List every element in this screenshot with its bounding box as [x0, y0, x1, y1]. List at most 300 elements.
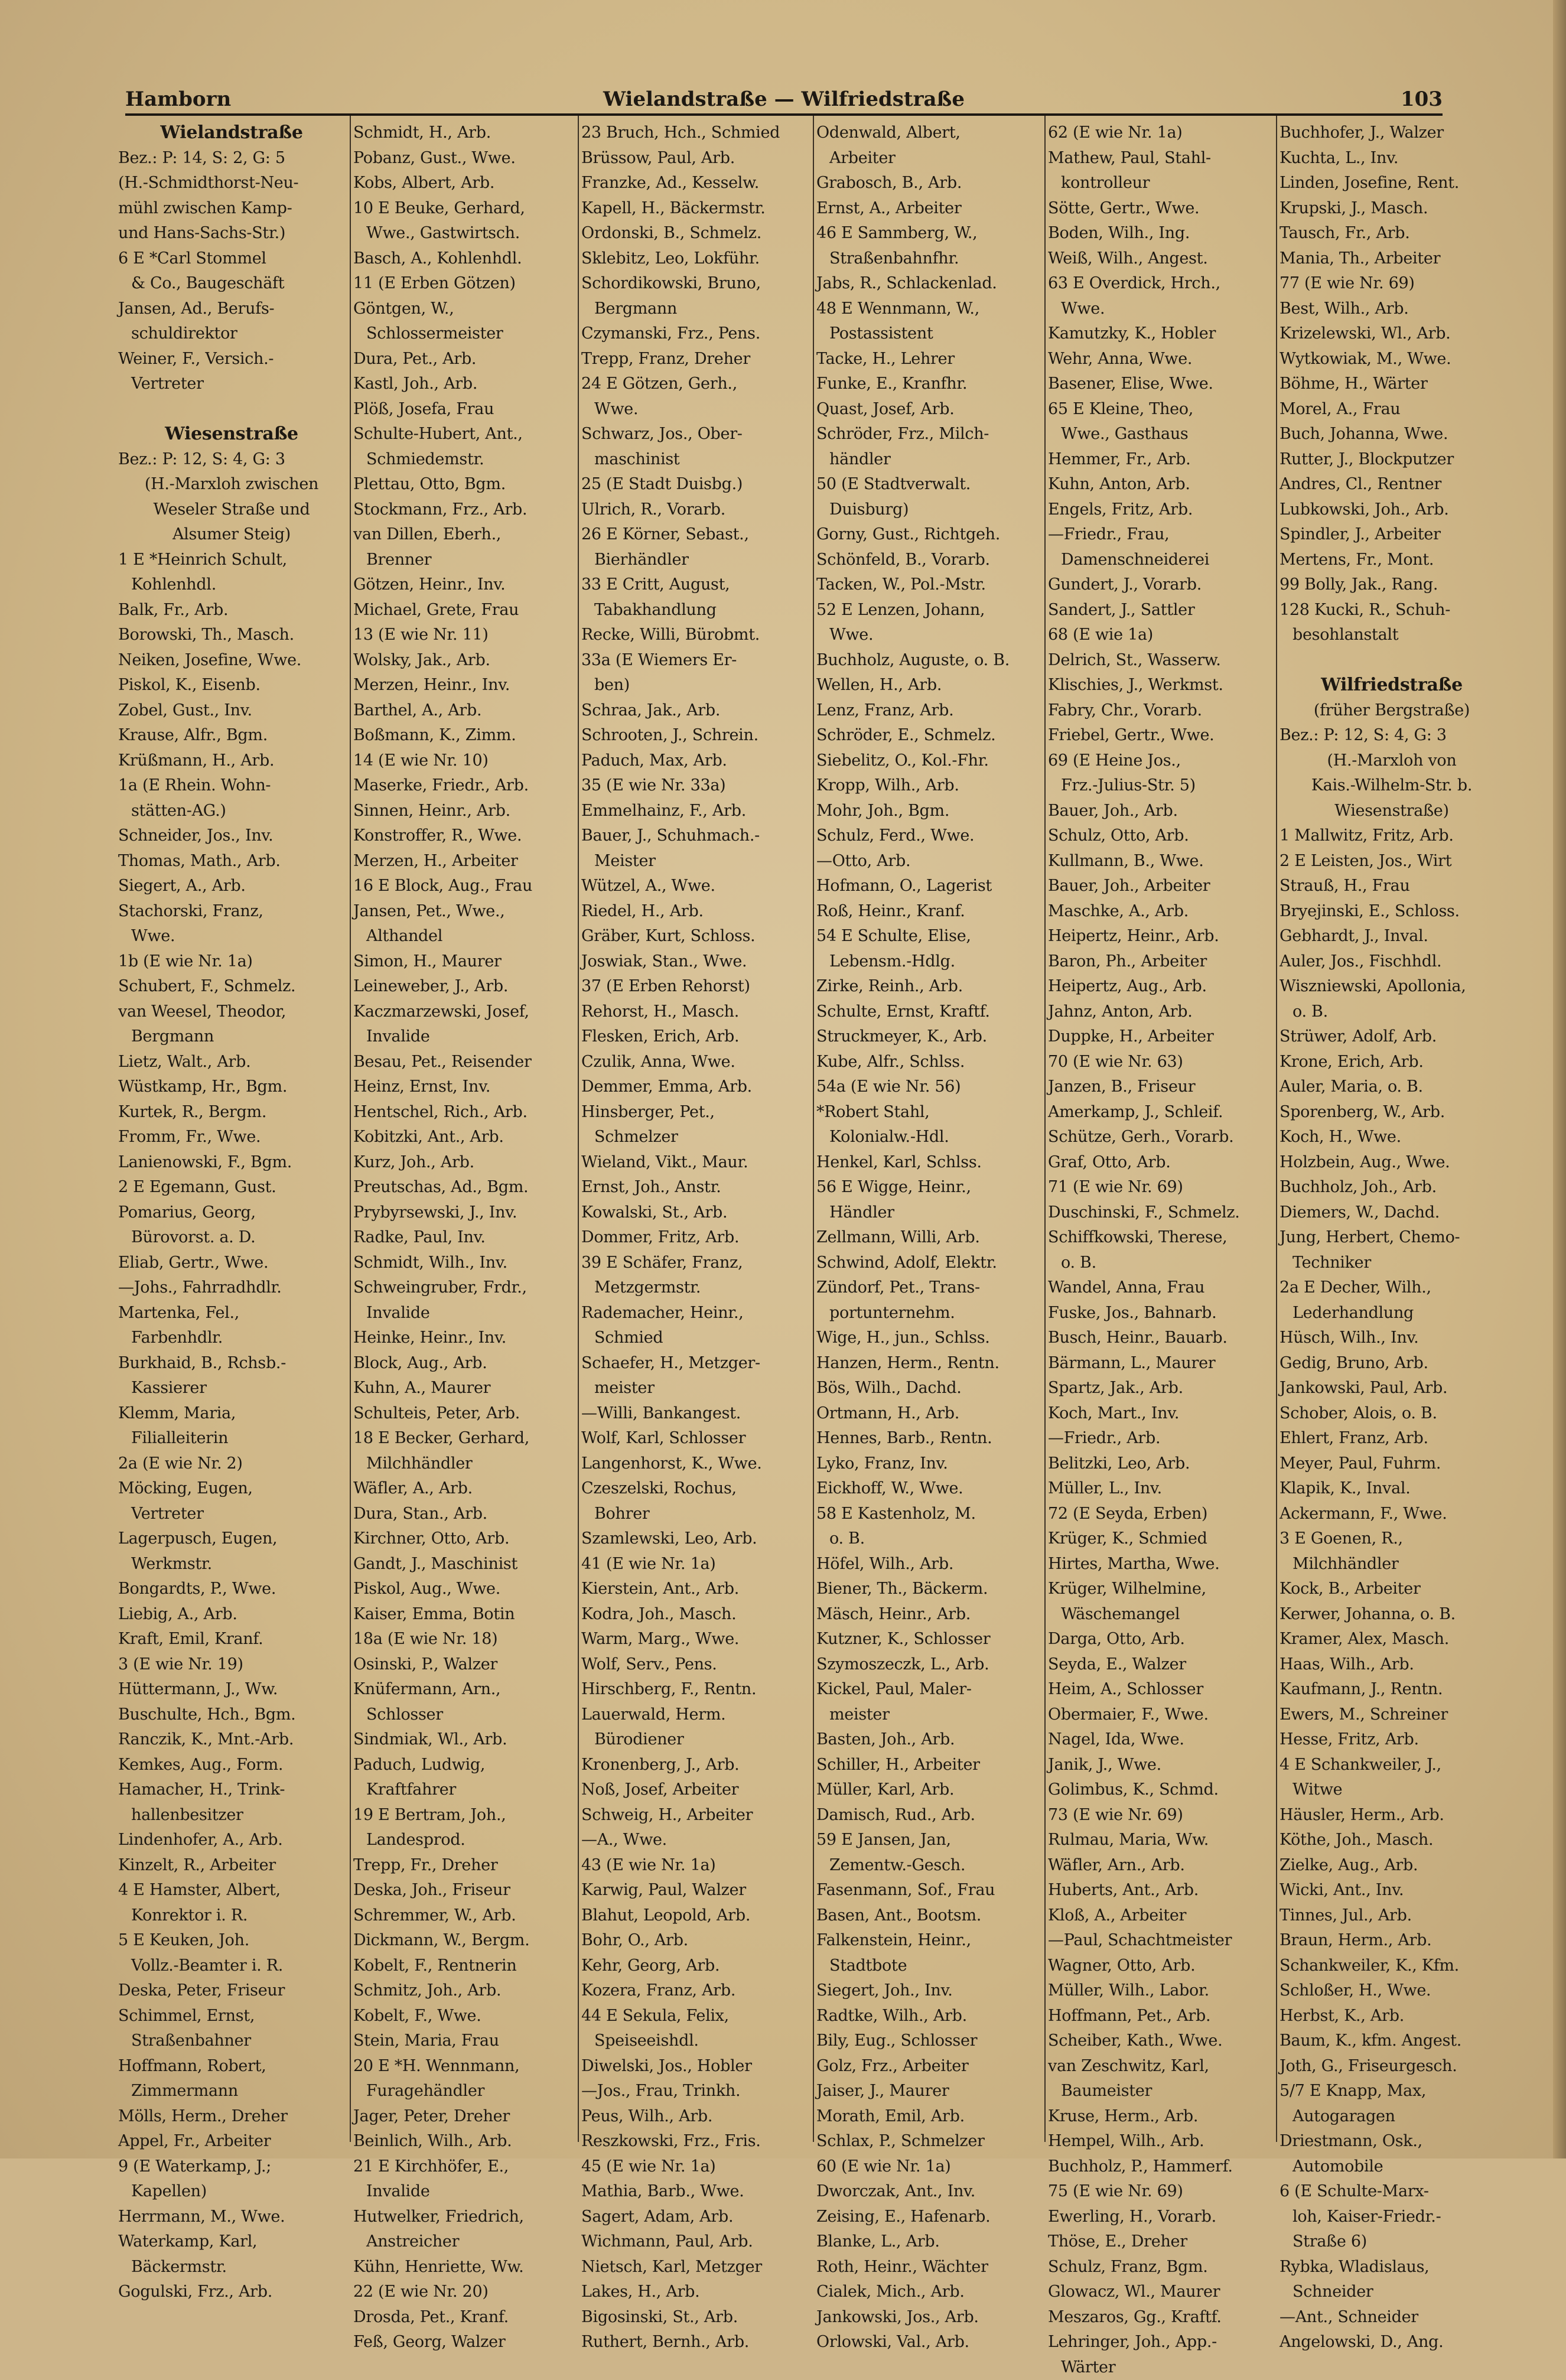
directory-entry: Kühn, Henriette, Ww. — [353, 2255, 574, 2280]
directory-entry: Neiken, Josefine, Wwe. — [118, 648, 345, 673]
entry-continuation: Schneider — [1280, 2280, 1504, 2305]
directory-entry: Mäsch, Heinr., Arb. — [816, 1602, 1041, 1627]
directory-entry: Baum, K., kfm. Angest. — [1280, 2029, 1504, 2054]
directory-entry: Andres, Cl., Rentner — [1280, 472, 1504, 497]
directory-entry: Bärmann, L., Maurer — [1048, 1351, 1272, 1376]
entry-continuation: Stadtbote — [816, 1954, 1041, 1979]
street-note: Weseler Straße und — [118, 497, 345, 523]
directory-entry: Fasenmann, Sof., Frau — [816, 1878, 1041, 1903]
street-range-title: Wielandstraße — Wilfriedstraße — [125, 87, 1443, 111]
directory-entry: Wicki, Ant., Inv. — [1280, 1878, 1504, 1903]
directory-entry: Liebig, A., Arb. — [118, 1602, 345, 1627]
directory-entry: 52 E Lenzen, Johann, — [816, 598, 1041, 623]
directory-entry: 50 (E Stadtverwalt. — [816, 472, 1041, 497]
directory-entry: —Friedr., Arb. — [1048, 1426, 1272, 1451]
directory-entry: 6 (E Schulte-Marx- — [1280, 2179, 1504, 2205]
directory-entry: Ewers, M., Schreiner — [1280, 1702, 1504, 1728]
directory-entry: Lakes, H., Arb. — [581, 2280, 809, 2305]
directory-entry: Kuhn, A., Maurer — [353, 1376, 574, 1401]
entry-continuation: stätten-AG.) — [118, 799, 345, 824]
street-note: (H.-Marxloh zwischen — [118, 472, 345, 497]
directory-entry: Bez.: P: 14, S: 2, G: 5 — [118, 146, 345, 171]
directory-entry: Schröder, E., Schmelz. — [816, 723, 1041, 748]
entry-continuation: Invalide — [353, 1024, 574, 1050]
entry-continuation: schuldirektor — [118, 321, 345, 347]
directory-entry: Jankowski, Jos., Arb. — [816, 2305, 1041, 2330]
directory-entry: 63 E Overdick, Hrch., — [1048, 271, 1272, 297]
directory-entry: Hesse, Fritz, Arb. — [1280, 1727, 1504, 1753]
directory-entry: Kapell, H., Bäckermstr. — [581, 196, 809, 222]
directory-entry: Mathia, Barb., Wwe. — [581, 2179, 809, 2205]
entry-continuation: Schlossermeister — [353, 321, 574, 347]
entry-continuation: Invalide — [353, 1301, 574, 1326]
directory-entry: Kierstein, Ant., Arb. — [581, 1577, 809, 1602]
directory-entry: Müller, Karl, Arb. — [816, 1777, 1041, 1803]
directory-entry: Baron, Ph., Arbeiter — [1048, 949, 1272, 975]
page-edge — [1553, 0, 1566, 2158]
directory-entry: Bohr, O., Arb. — [581, 1928, 809, 1954]
entry-continuation: Bäckermstr. — [118, 2255, 345, 2280]
directory-entry: Mathew, Paul, Stahl- — [1048, 146, 1272, 171]
directory-entry: Zirke, Reinh., Arb. — [816, 974, 1041, 999]
entry-continuation: Duisburg) — [816, 497, 1041, 523]
directory-entry: Boßmann, K., Zimm. — [353, 723, 574, 748]
entry-continuation: Althandel — [353, 924, 574, 949]
directory-entry: Cialek, Mich., Arb. — [816, 2280, 1041, 2305]
directory-entry: Ortmann, H., Arb. — [816, 1401, 1041, 1427]
directory-entry: Delrich, St., Wasserw. — [1048, 648, 1272, 673]
directory-entry: —A., Wwe. — [581, 1828, 809, 1853]
directory-entry: Kaczmarzewski, Josef, — [353, 999, 574, 1025]
directory-entry: Boden, Wilh., Ing. — [1048, 221, 1272, 246]
directory-entry: Höfel, Wilh., Arb. — [816, 1552, 1041, 1577]
directory-entry: Kraft, Emil, Kranf. — [118, 1627, 345, 1652]
directory-entry: Heinke, Heinr., Inv. — [353, 1326, 574, 1351]
directory-entry: Kirchner, Otto, Arb. — [353, 1526, 574, 1552]
directory-entry: Wagner, Otto, Arb. — [1048, 1954, 1272, 1979]
directory-entry: Lauerwald, Herm. — [581, 1702, 809, 1728]
directory-entry: 77 (E wie Nr. 69) — [1280, 271, 1504, 297]
directory-entry: Schraa, Jak., Arb. — [581, 698, 809, 724]
directory-entry: Hemmer, Fr., Arb. — [1048, 447, 1272, 473]
directory-entry: Preutschas, Ad., Bgm. — [353, 1175, 574, 1200]
directory-entry: 19 E Bertram, Joh., — [353, 1803, 574, 1828]
directory-entry: Plettau, Otto, Bgm. — [353, 472, 574, 497]
directory-entry: 41 (E wie Nr. 1a) — [581, 1552, 809, 1577]
entry-continuation: Furagehändler — [353, 2079, 574, 2104]
directory-entry: Holzbein, Aug., Wwe. — [1280, 1150, 1504, 1176]
entry-continuation: ben) — [581, 673, 809, 698]
directory-entry: Ernst, A., Arbeiter — [816, 196, 1041, 222]
directory-entry: Besau, Pet., Reisender — [353, 1050, 574, 1075]
directory-entry: Bongardts, P., Wwe. — [118, 1577, 345, 1602]
directory-entry: Bauer, Joh., Arbeiter — [1048, 874, 1272, 899]
directory-entry: Tacken, W., Pol.-Mstr. — [816, 572, 1041, 598]
directory-entry: Franzke, Ad., Kesselw. — [581, 171, 809, 196]
directory-entry: Spartz, Jak., Arb. — [1048, 1376, 1272, 1401]
directory-entry: Linden, Josefine, Rent. — [1280, 171, 1504, 196]
directory-entry: Weiß, Wilh., Angest. — [1048, 246, 1272, 272]
directory-entry: Bauer, J., Schuhmach.- — [581, 823, 809, 849]
directory-entry: Wüstkamp, Hr., Bgm. — [118, 1075, 345, 1100]
directory-entry: Strauß, H., Frau — [1280, 874, 1504, 899]
entry-continuation: Autogaragen — [1280, 2104, 1504, 2130]
directory-entry: Jahnz, Anton, Arb. — [1048, 999, 1272, 1025]
directory-entry: Konstroffer, R., Wwe. — [353, 823, 574, 849]
directory-entry: mühl zwischen Kamp- — [118, 196, 345, 222]
directory-entry: Roth, Heinr., Wächter — [816, 2255, 1041, 2280]
directory-entry: Klischies, J., Werkmst. — [1048, 673, 1272, 698]
street-heading: Wielandstraße — [118, 121, 345, 146]
directory-entry: Ackermann, F., Wwe. — [1280, 1502, 1504, 1527]
directory-entry: Kobelt, F., Rentnerin — [353, 1954, 574, 1979]
directory-entry: Kaufmann, J., Rentn. — [1280, 1677, 1504, 1702]
directory-entry: Wichmann, Paul, Arb. — [581, 2229, 809, 2255]
directory-entry: Trepp, Fr., Dreher — [353, 1853, 574, 1878]
directory-entry: 1 E *Heinrich Schult, — [118, 548, 345, 573]
entry-continuation: Anstreicher — [353, 2229, 574, 2255]
header-rule — [125, 113, 1443, 116]
directory-entry: Engels, Fritz, Arb. — [1048, 497, 1272, 523]
directory-column-3 — [581, 121, 809, 2141]
entry-continuation: Techniker — [1280, 1251, 1504, 1276]
entry-continuation: kontrolleur — [1048, 171, 1272, 196]
entry-continuation: Milchhändler — [1280, 1552, 1504, 1577]
entry-continuation: Straße 6) — [1280, 2229, 1504, 2255]
directory-entry: Falkenstein, Heinr., — [816, 1928, 1041, 1954]
directory-entry: Graf, Otto, Arb. — [1048, 1150, 1272, 1176]
directory-entry: Mania, Th., Arbeiter — [1280, 246, 1504, 272]
directory-entry: Angelowski, D., Ang. — [1280, 2330, 1504, 2355]
directory-entry: Schankweiler, K., Kfm. — [1280, 1954, 1504, 1979]
directory-entry: Blanke, L., Arb. — [816, 2229, 1041, 2255]
directory-entry: Block, Aug., Arb. — [353, 1351, 574, 1376]
directory-entry: Wäfler, Arn., Arb. — [1048, 1853, 1272, 1878]
street-heading: Wilfriedstraße — [1280, 673, 1504, 698]
directory-entry: Odenwald, Albert, — [816, 121, 1041, 146]
directory-entry: Böhme, H., Wärter — [1280, 372, 1504, 397]
directory-entry: Schrooten, J., Schrein. — [581, 723, 809, 748]
directory-entry: 21 E Kirchhöfer, E., — [353, 2154, 574, 2180]
directory-entry: Schiffkowski, Therese, — [1048, 1225, 1272, 1251]
directory-entry: Jung, Herbert, Chemo- — [1280, 1225, 1504, 1251]
directory-entry: Tinnes, Jul., Arb. — [1280, 1903, 1504, 1929]
directory-entry: Joth, G., Friseurgesch. — [1280, 2054, 1504, 2079]
directory-entry: Krone, Erich, Arb. — [1280, 1050, 1504, 1075]
directory-entry: Plöß, Josefa, Frau — [353, 397, 574, 422]
directory-entry: Wytkowiak, M., Wwe. — [1280, 347, 1504, 372]
directory-entry: 2a E Decher, Wilh., — [1280, 1275, 1504, 1301]
spacer — [1280, 648, 1504, 673]
directory-entry: Duppke, H., Arbeiter — [1048, 1024, 1272, 1050]
directory-entry: 58 E Kastenholz, M. — [816, 1502, 1041, 1527]
entry-continuation: Kolonialw.-Hdl. — [816, 1125, 1041, 1150]
entry-continuation: o. B. — [1280, 999, 1504, 1025]
directory-entry: Hoffmann, Pet., Arb. — [1048, 2004, 1272, 2029]
directory-entry: Czymanski, Frz., Pens. — [581, 321, 809, 347]
directory-entry: Dura, Stan., Arb. — [353, 1502, 574, 1527]
directory-entry: 4 E Schankweiler, J., — [1280, 1753, 1504, 1778]
directory-entry: Dworczak, Ant., Inv. — [816, 2179, 1041, 2205]
directory-entry: Czeszelski, Rochus, — [581, 1476, 809, 1502]
directory-entry: Schweingruber, Frdr., — [353, 1275, 574, 1301]
directory-entry: (H.-Schmidthorst-Neu- — [118, 171, 345, 196]
directory-entry: Rademacher, Heinr., — [581, 1301, 809, 1326]
directory-entry: 11 (E Erben Götzen) — [353, 271, 574, 297]
directory-entry: 20 E *H. Wennmann, — [353, 2054, 574, 2079]
directory-entry: Krüger, Wilhelmine, — [1048, 1577, 1272, 1602]
directory-entry: Schober, Alois, o. B. — [1280, 1401, 1504, 1427]
directory-entry: 5 E Keuken, Joh. — [118, 1928, 345, 1954]
entry-continuation: Konrektor i. R. — [118, 1903, 345, 1929]
directory-entry: Osinski, P., Walzer — [353, 1652, 574, 1678]
directory-entry: Schönfeld, B., Vorarb. — [816, 548, 1041, 573]
street-note: (H.-Marxloh von — [1280, 748, 1504, 774]
directory-entry: 70 (E wie Nr. 63) — [1048, 1050, 1272, 1075]
directory-entry: Jaiser, J., Maurer — [816, 2079, 1041, 2104]
directory-entry: Zündorf, Pet., Trans- — [816, 1275, 1041, 1301]
directory-entry: Basener, Elise, Wwe. — [1048, 372, 1272, 397]
entry-continuation: Wwe. — [581, 397, 809, 422]
directory-entry: Krüßmann, H., Arb. — [118, 748, 345, 774]
directory-entry: Brüssow, Paul, Arb. — [581, 146, 809, 171]
entry-continuation: Kapellen) — [118, 2179, 345, 2205]
directory-entry: Kuhn, Anton, Arb. — [1048, 472, 1272, 497]
directory-entry: Jabs, R., Schlackenlad. — [816, 271, 1041, 297]
directory-entry: Prybyrsewski, J., Inv. — [353, 1200, 574, 1226]
directory-entry: Hentschel, Rich., Arb. — [353, 1100, 574, 1125]
directory-entry: Riedel, H., Arb. — [581, 899, 809, 924]
directory-entry: Schimmel, Ernst, — [118, 2004, 345, 2029]
column-divider — [1044, 116, 1046, 2142]
directory-entry: Jansen, Ad., Berufs- — [118, 297, 345, 322]
directory-entry: Rehorst, H., Masch. — [581, 999, 809, 1025]
directory-entry: 22 (E wie Nr. 20) — [353, 2280, 574, 2305]
directory-entry: Morel, A., Frau — [1280, 397, 1504, 422]
directory-entry: Wieland, Vikt., Maur. — [581, 1150, 809, 1176]
directory-entry: Kropp, Wilh., Arb. — [816, 773, 1041, 799]
directory-entry: Lietz, Walt., Arb. — [118, 1050, 345, 1075]
directory-entry: Tausch, Fr., Arb. — [1280, 221, 1504, 246]
directory-entry: Schwarz, Jos., Ober- — [581, 422, 809, 447]
directory-entry: Spindler, J., Arbeiter — [1280, 522, 1504, 548]
directory-entry: Golimbus, K., Schmd. — [1048, 1777, 1272, 1803]
entry-continuation: meister — [816, 1702, 1041, 1728]
directory-entry: Wolf, Serv., Pens. — [581, 1652, 809, 1678]
directory-entry: Diwelski, Jos., Hobler — [581, 2054, 809, 2079]
entry-continuation: Händler — [816, 1200, 1041, 1226]
directory-entry: Piskol, Aug., Wwe. — [353, 1577, 574, 1602]
directory-entry: Bigosinski, St., Arb. — [581, 2305, 809, 2330]
directory-entry: Szymoszeczk, L., Arb. — [816, 1652, 1041, 1678]
entry-continuation: Brenner — [353, 548, 574, 573]
directory-entry: Schubert, F., Schmelz. — [118, 974, 345, 999]
entry-continuation: loh, Kaiser-Friedr.- — [1280, 2205, 1504, 2230]
directory-entry: Knüfermann, Arn., — [353, 1677, 574, 1702]
directory-entry: 54 E Schulte, Elise, — [816, 924, 1041, 949]
directory-entry: Jansen, Pet., Wwe., — [353, 899, 574, 924]
directory-entry: Obermaier, F., Wwe. — [1048, 1702, 1272, 1728]
entry-continuation: portunternehm. — [816, 1301, 1041, 1326]
directory-entry: Duschinski, F., Schmelz. — [1048, 1200, 1272, 1226]
directory-entry: Basch, A., Kohlenhdl. — [353, 246, 574, 272]
directory-entry: Wützel, A., Wwe. — [581, 874, 809, 899]
directory-entry: Koch, Mart., Inv. — [1048, 1401, 1272, 1427]
directory-entry: 75 (E wie Nr. 69) — [1048, 2179, 1272, 2205]
directory-entry: Grabosch, B., Arb. — [816, 171, 1041, 196]
directory-entry: Hirschberg, F., Rentn. — [581, 1677, 809, 1702]
directory-entry: Kobs, Albert, Arb. — [353, 171, 574, 196]
street-note: Kais.-Wilhelm-Str. b. — [1280, 773, 1504, 799]
directory-entry: Driestmann, Osk., — [1280, 2129, 1504, 2154]
entry-continuation: Arbeiter — [816, 146, 1041, 171]
directory-entry: Deska, Peter, Friseur — [118, 1978, 345, 2004]
directory-entry: 9 (E Waterkamp, J.; — [118, 2154, 345, 2180]
directory-entry: Noß, Josef, Arbeiter — [581, 1777, 809, 1803]
entry-continuation: Wwe. — [1048, 297, 1272, 322]
directory-entry: Ordonski, B., Schmelz. — [581, 221, 809, 246]
directory-entry: Möcking, Eugen, — [118, 1476, 345, 1502]
directory-column-5 — [1048, 121, 1272, 2141]
directory-entry: Kerwer, Johanna, o. B. — [1280, 1602, 1504, 1627]
directory-entry: Kock, B., Arbeiter — [1280, 1577, 1504, 1602]
directory-entry: 60 (E wie Nr. 1a) — [816, 2154, 1041, 2180]
spacer — [118, 397, 345, 422]
directory-entry: Nietsch, Karl, Metzger — [581, 2255, 809, 2280]
directory-entry: Lanienowski, F., Bgm. — [118, 1150, 345, 1176]
directory-entry: Schulte-Hubert, Ant., — [353, 422, 574, 447]
directory-entry: Ernst, Joh., Anstr. — [581, 1175, 809, 1200]
entry-continuation: Baumeister — [1048, 2079, 1272, 2104]
directory-entry: Scheiber, Kath., Wwe. — [1048, 2029, 1272, 2054]
directory-entry: Burkhaid, B., Rchsb.- — [118, 1351, 345, 1376]
directory-entry: 72 (E Seyda, Erben) — [1048, 1502, 1272, 1527]
directory-entry: Schordikowski, Bruno, — [581, 271, 809, 297]
directory-entry: Demmer, Emma, Arb. — [581, 1075, 809, 1100]
directory-entry: Schulz, Otto, Arb. — [1048, 823, 1272, 849]
directory-entry: Stockmann, Frz., Arb. — [353, 497, 574, 523]
entry-continuation: Bohrer — [581, 1502, 809, 1527]
directory-entry: Sklebitz, Leo, Lokführ. — [581, 246, 809, 272]
entry-continuation: Bürodiener — [581, 1727, 809, 1753]
directory-entry: —Paul, Schachtmeister — [1048, 1928, 1272, 1954]
entry-continuation: Metzgermstr. — [581, 1275, 809, 1301]
directory-entry: 62 (E wie Nr. 1a) — [1048, 121, 1272, 146]
directory-entry: —Friedr., Frau, — [1048, 522, 1272, 548]
directory-entry: Appel, Fr., Arbeiter — [118, 2129, 345, 2154]
directory-entry: Biener, Th., Bäckerm. — [816, 1577, 1041, 1602]
entry-continuation: Zementw.-Gesch. — [816, 1853, 1041, 1878]
directory-entry: Kurz, Joh., Arb. — [353, 1150, 574, 1176]
directory-entry: und Hans-Sachs-Str.) — [118, 221, 345, 246]
directory-entry: Joswiak, Stan., Wwe. — [581, 949, 809, 975]
directory-entry: 23 Bruch, Hch., Schmied — [581, 121, 809, 146]
directory-entry: Kamutzky, K., Hobler — [1048, 321, 1272, 347]
column-divider — [578, 116, 579, 2142]
entry-continuation: Lebensm.-Hdlg. — [816, 949, 1041, 975]
directory-entry: Herrmann, M., Wwe. — [118, 2205, 345, 2230]
directory-entry: Hanzen, Herm., Rentn. — [816, 1351, 1041, 1376]
directory-entry: Sötte, Gertr., Wwe. — [1048, 196, 1272, 222]
directory-entry: Dommer, Fritz, Arb. — [581, 1225, 809, 1251]
directory-entry: Mertens, Fr., Mont. — [1280, 548, 1504, 573]
entry-continuation: Damenschneiderei — [1048, 548, 1272, 573]
directory-entry: Meyer, Paul, Fuhrm. — [1280, 1451, 1504, 1477]
directory-entry: Bryejinski, E., Schloss. — [1280, 899, 1504, 924]
directory-entry: Merzen, H., Arbeiter — [353, 849, 574, 874]
directory-entry: Reszkowski, Frz., Fris. — [581, 2129, 809, 2154]
entry-continuation: Vertreter — [118, 1502, 345, 1527]
directory-entry: Belitzki, Leo, Arb. — [1048, 1451, 1272, 1477]
directory-entry: Radke, Paul, Inv. — [353, 1225, 574, 1251]
directory-entry: Koch, H., Wwe. — [1280, 1125, 1504, 1150]
directory-entry: Wäfler, A., Arb. — [353, 1476, 574, 1502]
directory-entry: Glowacz, Wl., Maurer — [1048, 2280, 1272, 2305]
directory-entry: Schlax, P., Schmelzer — [816, 2129, 1041, 2154]
directory-entry: Martenka, Fel., — [118, 1301, 345, 1326]
directory-entry: Basen, Ant., Bootsm. — [816, 1903, 1041, 1929]
directory-entry: Schloßer, H., Wwe. — [1280, 1978, 1504, 2004]
entry-continuation: Straßenbahner — [118, 2029, 345, 2054]
directory-entry: 68 (E wie 1a) — [1048, 623, 1272, 648]
entry-continuation: hallenbesitzer — [118, 1803, 345, 1828]
directory-entry: Bös, Wilh., Dachd. — [816, 1376, 1041, 1401]
directory-entry: Borowski, Th., Masch. — [118, 623, 345, 648]
directory-entry: Hamacher, H., Trink- — [118, 1777, 345, 1803]
directory-entry: 71 (E wie Nr. 69) — [1048, 1175, 1272, 1200]
entry-continuation: Postassistent — [816, 321, 1041, 347]
directory-entry: Haas, Wilh., Arb. — [1280, 1652, 1504, 1678]
entry-continuation: Werkmstr. — [118, 1552, 345, 1577]
entry-continuation: Kraftfahrer — [353, 1777, 574, 1803]
directory-entry: Auler, Maria, o. B. — [1280, 1075, 1504, 1100]
directory-entry: Huberts, Ant., Arb. — [1048, 1878, 1272, 1903]
directory-entry: Krüger, K., Schmied — [1048, 1526, 1272, 1552]
directory-entry: Wandel, Anna, Frau — [1048, 1275, 1272, 1301]
directory-entry: Thomas, Math., Arb. — [118, 849, 345, 874]
directory-entry: 25 (E Stadt Duisbg.) — [581, 472, 809, 497]
entry-continuation: Wwe. — [118, 924, 345, 949]
entry-continuation: Schmelzer — [581, 1125, 809, 1150]
entry-continuation: Wwe., Gastwirtsch. — [353, 221, 574, 246]
directory-entry: Kronenberg, J., Arb. — [581, 1753, 809, 1778]
directory-entry: Sandert, J., Sattler — [1048, 598, 1272, 623]
directory-entry: Wige, H., jun., Schlss. — [816, 1326, 1041, 1351]
page-number: 103 — [1401, 87, 1443, 111]
directory-entry: Buchhofer, J., Walzer — [1280, 121, 1504, 146]
directory-entry: Sindmiak, Wl., Arb. — [353, 1727, 574, 1753]
directory-entry: Strüwer, Adolf, Arb. — [1280, 1024, 1504, 1050]
entry-continuation: Wwe. — [816, 623, 1041, 648]
directory-entry: Emmelhainz, F., Arb. — [581, 799, 809, 824]
directory-entry: Janzen, B., Friseur — [1048, 1075, 1272, 1100]
directory-entry: Beinlich, Wilh., Arb. — [353, 2129, 574, 2154]
directory-entry: Roß, Heinr., Kranf. — [816, 899, 1041, 924]
directory-entry: Schmidt, Wilh., Inv. — [353, 1251, 574, 1276]
entry-continuation: händler — [816, 447, 1041, 473]
entry-continuation: o. B. — [1048, 1251, 1272, 1276]
directory-entry: Heinz, Ernst, Inv. — [353, 1075, 574, 1100]
entry-continuation: Bergmann — [118, 1024, 345, 1050]
directory-entry: Kehr, Georg, Arb. — [581, 1954, 809, 1979]
directory-entry: Kutzner, K., Schlosser — [816, 1627, 1041, 1652]
directory-entry: 1 Mallwitz, Fritz, Arb. — [1280, 823, 1504, 849]
directory-entry: 13 (E wie Nr. 11) — [353, 623, 574, 648]
directory-entry: 26 E Körner, Sebast., — [581, 522, 809, 548]
directory-column-6 — [1280, 121, 1504, 2141]
directory-entry: 39 E Schäfer, Franz, — [581, 1251, 809, 1276]
directory-entry: Henkel, Karl, Schlss. — [816, 1150, 1041, 1176]
